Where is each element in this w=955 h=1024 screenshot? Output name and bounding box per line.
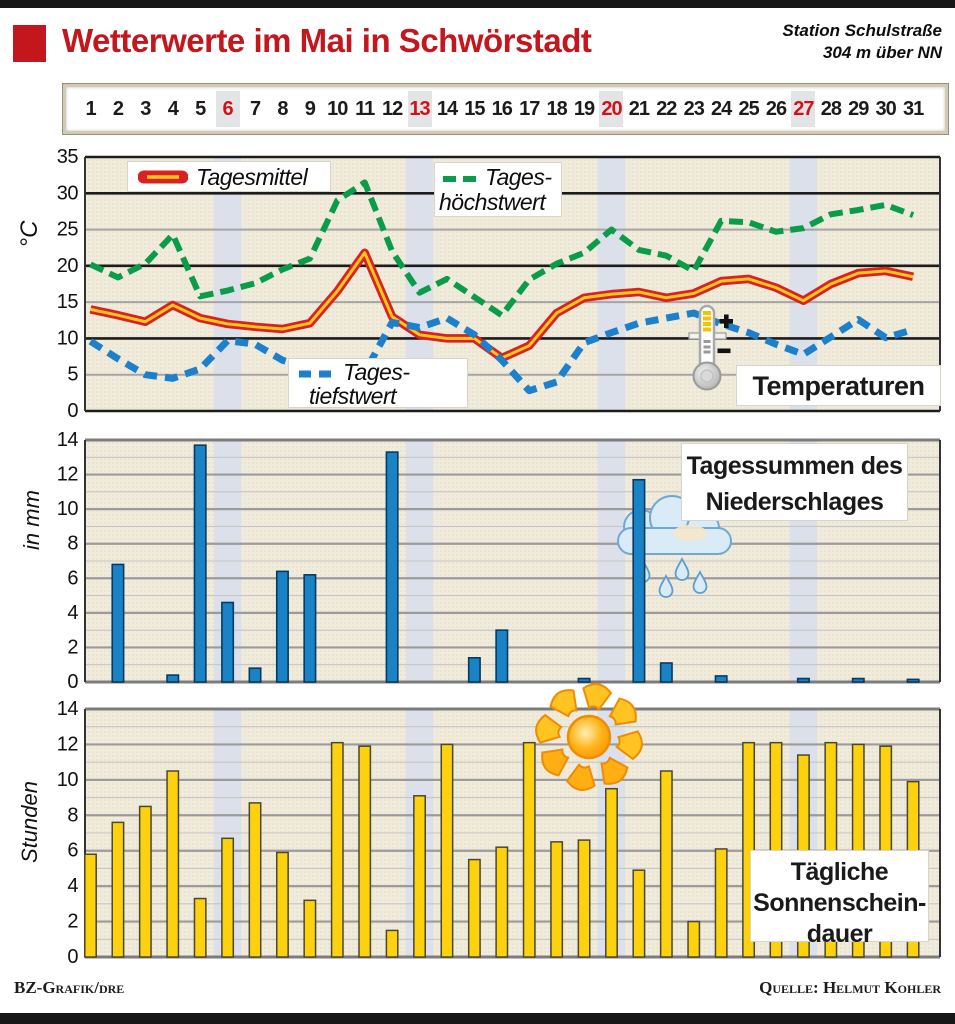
day-number-13: 13 xyxy=(409,98,430,120)
bottom-black-bar xyxy=(0,1013,955,1024)
precipitation-caption-line1: Tagessummen des xyxy=(686,452,903,480)
thermometer-tick xyxy=(704,340,711,343)
precipitation-caption xyxy=(681,443,908,521)
sun-core xyxy=(568,716,610,758)
y-tick-label: 4 xyxy=(67,601,78,624)
sun-axis-unit-label: Stunden xyxy=(17,781,42,863)
sun-bar-day24 xyxy=(715,849,726,957)
sun-bar-day7 xyxy=(249,803,260,957)
mean-line-sample-icon xyxy=(138,162,188,193)
legend-max-label-line2: höchstwert xyxy=(439,189,546,215)
y-tick-label: 35 xyxy=(56,146,78,168)
top-black-bar xyxy=(0,0,955,8)
day-number-10: 10 xyxy=(327,98,348,120)
sunday-band xyxy=(598,157,625,411)
cloud-glow xyxy=(673,525,707,541)
legend-min-label-line1: Tages- xyxy=(343,359,410,385)
day-number-23: 23 xyxy=(683,98,704,120)
sunshine-caption-line1: Tägliche xyxy=(790,858,889,886)
precip-bar-day9 xyxy=(304,575,315,682)
day-number-8: 8 xyxy=(277,98,288,120)
sun-bar-day9 xyxy=(304,900,315,957)
day-number-3: 3 xyxy=(140,98,151,120)
max-line-sample-icon xyxy=(441,166,483,190)
day-number-20: 20 xyxy=(601,98,622,120)
precip-bar-day6 xyxy=(222,602,233,682)
sun-bar-day13 xyxy=(414,796,425,957)
y-tick-label: 2 xyxy=(67,636,78,659)
precipitation-caption-line2: Niederschlages xyxy=(705,488,884,516)
precip-bar-day31 xyxy=(907,679,918,682)
y-tick-label: 14 xyxy=(56,698,78,720)
y-tick-label: 14 xyxy=(56,429,78,451)
sun-bar-day8 xyxy=(277,852,288,957)
sun-bar-day23 xyxy=(688,922,699,957)
sun-bar-day2 xyxy=(112,822,123,957)
legend-max-label-line1: Tages- xyxy=(485,164,552,190)
sun-bar-day5 xyxy=(194,899,205,957)
day-number-24: 24 xyxy=(711,98,732,120)
day-number-16: 16 xyxy=(491,98,512,120)
day-number-29: 29 xyxy=(848,98,869,120)
day-number-18: 18 xyxy=(546,98,567,120)
precip-bar-day24 xyxy=(715,676,726,682)
day-number-15: 15 xyxy=(464,98,485,120)
precip-bar-day21 xyxy=(633,480,644,682)
sun-bar-day11 xyxy=(359,746,370,957)
y-tick-label: 0 xyxy=(67,671,78,693)
y-tick-label: 20 xyxy=(56,254,78,277)
y-tick-label: 0 xyxy=(67,946,78,968)
day-number-9: 9 xyxy=(304,98,315,120)
y-tick-label: 12 xyxy=(56,463,78,486)
precip-bar-day19 xyxy=(578,679,589,682)
day-number-1: 1 xyxy=(85,98,96,120)
sun-bar-day10 xyxy=(332,743,343,957)
thermometer-bulb-center xyxy=(701,370,713,382)
sun-bar-day12 xyxy=(386,930,397,957)
day-strip xyxy=(63,84,948,134)
thermometer-mercury xyxy=(703,317,711,321)
sun-bar-day3 xyxy=(140,806,151,957)
sun-bar-day14 xyxy=(441,744,452,957)
day-number-6: 6 xyxy=(222,98,233,120)
legend-max xyxy=(434,162,562,217)
temp-axis-unit-label: °C xyxy=(16,220,43,248)
legend-min-label-line2: tiefstwert xyxy=(309,383,397,409)
day-number-27: 27 xyxy=(793,98,814,120)
minus-sign-icon xyxy=(718,349,731,354)
precip-bar-day29 xyxy=(853,679,864,682)
plus-sign-icon xyxy=(724,315,729,329)
day-number-19: 19 xyxy=(573,98,595,120)
page-title: Wetterwerte im Mai in Schwörstadt xyxy=(62,22,592,59)
y-tick-label: 2 xyxy=(67,910,78,933)
sun-bar-day20 xyxy=(606,789,617,957)
day-number-5: 5 xyxy=(195,98,206,120)
precip-bar-day15 xyxy=(469,658,480,682)
precip-bar-day8 xyxy=(277,571,288,682)
day-number-7: 7 xyxy=(249,98,261,120)
day-number-28: 28 xyxy=(820,98,841,120)
day-number-30: 30 xyxy=(875,98,896,120)
thermometer-mercury xyxy=(703,328,711,332)
graphic-credit: BZ-Grafik/dre xyxy=(14,978,125,997)
y-tick-label: 25 xyxy=(56,218,78,241)
sunday-band xyxy=(214,157,241,411)
y-tick-label: 8 xyxy=(67,532,78,555)
title-red-square-icon xyxy=(13,25,46,62)
precip-bar-day7 xyxy=(249,668,260,682)
legend-mean xyxy=(127,161,331,192)
day-number-4: 4 xyxy=(167,98,178,120)
day-number-11: 11 xyxy=(355,98,375,120)
precip-bar-day5 xyxy=(194,445,205,682)
source-credit: Quelle: Helmut Kohler xyxy=(759,978,941,997)
y-tick-label: 10 xyxy=(56,768,78,791)
thermometer-mercury xyxy=(703,311,711,315)
y-tick-label: 10 xyxy=(56,327,78,350)
y-tick-label: 12 xyxy=(56,733,78,756)
day-number-12: 12 xyxy=(381,98,403,120)
sun-bar-day22 xyxy=(661,771,672,957)
y-tick-label: 6 xyxy=(67,567,78,590)
y-tick-label: 4 xyxy=(67,875,78,898)
day-number-21: 21 xyxy=(628,98,650,120)
sun-bar-day19 xyxy=(578,840,589,957)
y-tick-label: 8 xyxy=(67,804,78,827)
sun-bar-day6 xyxy=(222,838,233,957)
sun-bar-day4 xyxy=(167,771,178,957)
sun-bar-day16 xyxy=(496,847,507,957)
legend-mean-label: Tagesmittel xyxy=(196,164,308,190)
thermometer-tick xyxy=(704,346,711,349)
day-number-25: 25 xyxy=(738,98,759,120)
station-info xyxy=(782,20,942,64)
precip-bar-day12 xyxy=(386,452,397,682)
y-tick-label: 6 xyxy=(67,839,78,862)
precip-bar-day2 xyxy=(112,564,123,682)
day-number-31: 31 xyxy=(902,98,924,120)
precip-bar-day4 xyxy=(167,675,178,682)
y-tick-label: 30 xyxy=(56,182,78,205)
precip-bar-day22 xyxy=(661,663,672,682)
min-line-sample-icon xyxy=(297,361,339,385)
station-name: Station Schulstraße xyxy=(782,21,942,40)
y-tick-label: 10 xyxy=(56,498,78,521)
y-tick-label: 15 xyxy=(56,291,78,314)
sunshine-caption xyxy=(750,850,929,948)
day-number-22: 22 xyxy=(656,98,677,120)
day-number-26: 26 xyxy=(765,98,787,120)
sun-bar-day1 xyxy=(85,854,96,957)
legend-min xyxy=(288,358,468,408)
thermometer-tick xyxy=(704,351,711,354)
temperature-caption: Temperaturen xyxy=(736,365,941,406)
day-number-14: 14 xyxy=(436,98,458,120)
precip-bar-day16 xyxy=(496,630,507,682)
sunshine-caption-line2: Sonnenschein- xyxy=(753,889,926,917)
day-number-2: 2 xyxy=(112,98,123,120)
y-tick-label: 0 xyxy=(67,400,78,422)
sunshine-caption-line3: dauer xyxy=(806,920,873,948)
sun-bar-day18 xyxy=(551,842,562,957)
sun-bar-day21 xyxy=(633,870,644,957)
sun-bar-day15 xyxy=(469,860,480,957)
thermometer-mercury xyxy=(703,322,711,326)
y-tick-label: 5 xyxy=(67,363,78,386)
day-number-17: 17 xyxy=(519,98,540,120)
station-altitude: 304 m über NN xyxy=(822,43,942,62)
sun-bar-day17 xyxy=(524,743,535,957)
precip-bar-day27 xyxy=(798,679,809,682)
precip-axis-unit-label: in mm xyxy=(19,490,44,550)
